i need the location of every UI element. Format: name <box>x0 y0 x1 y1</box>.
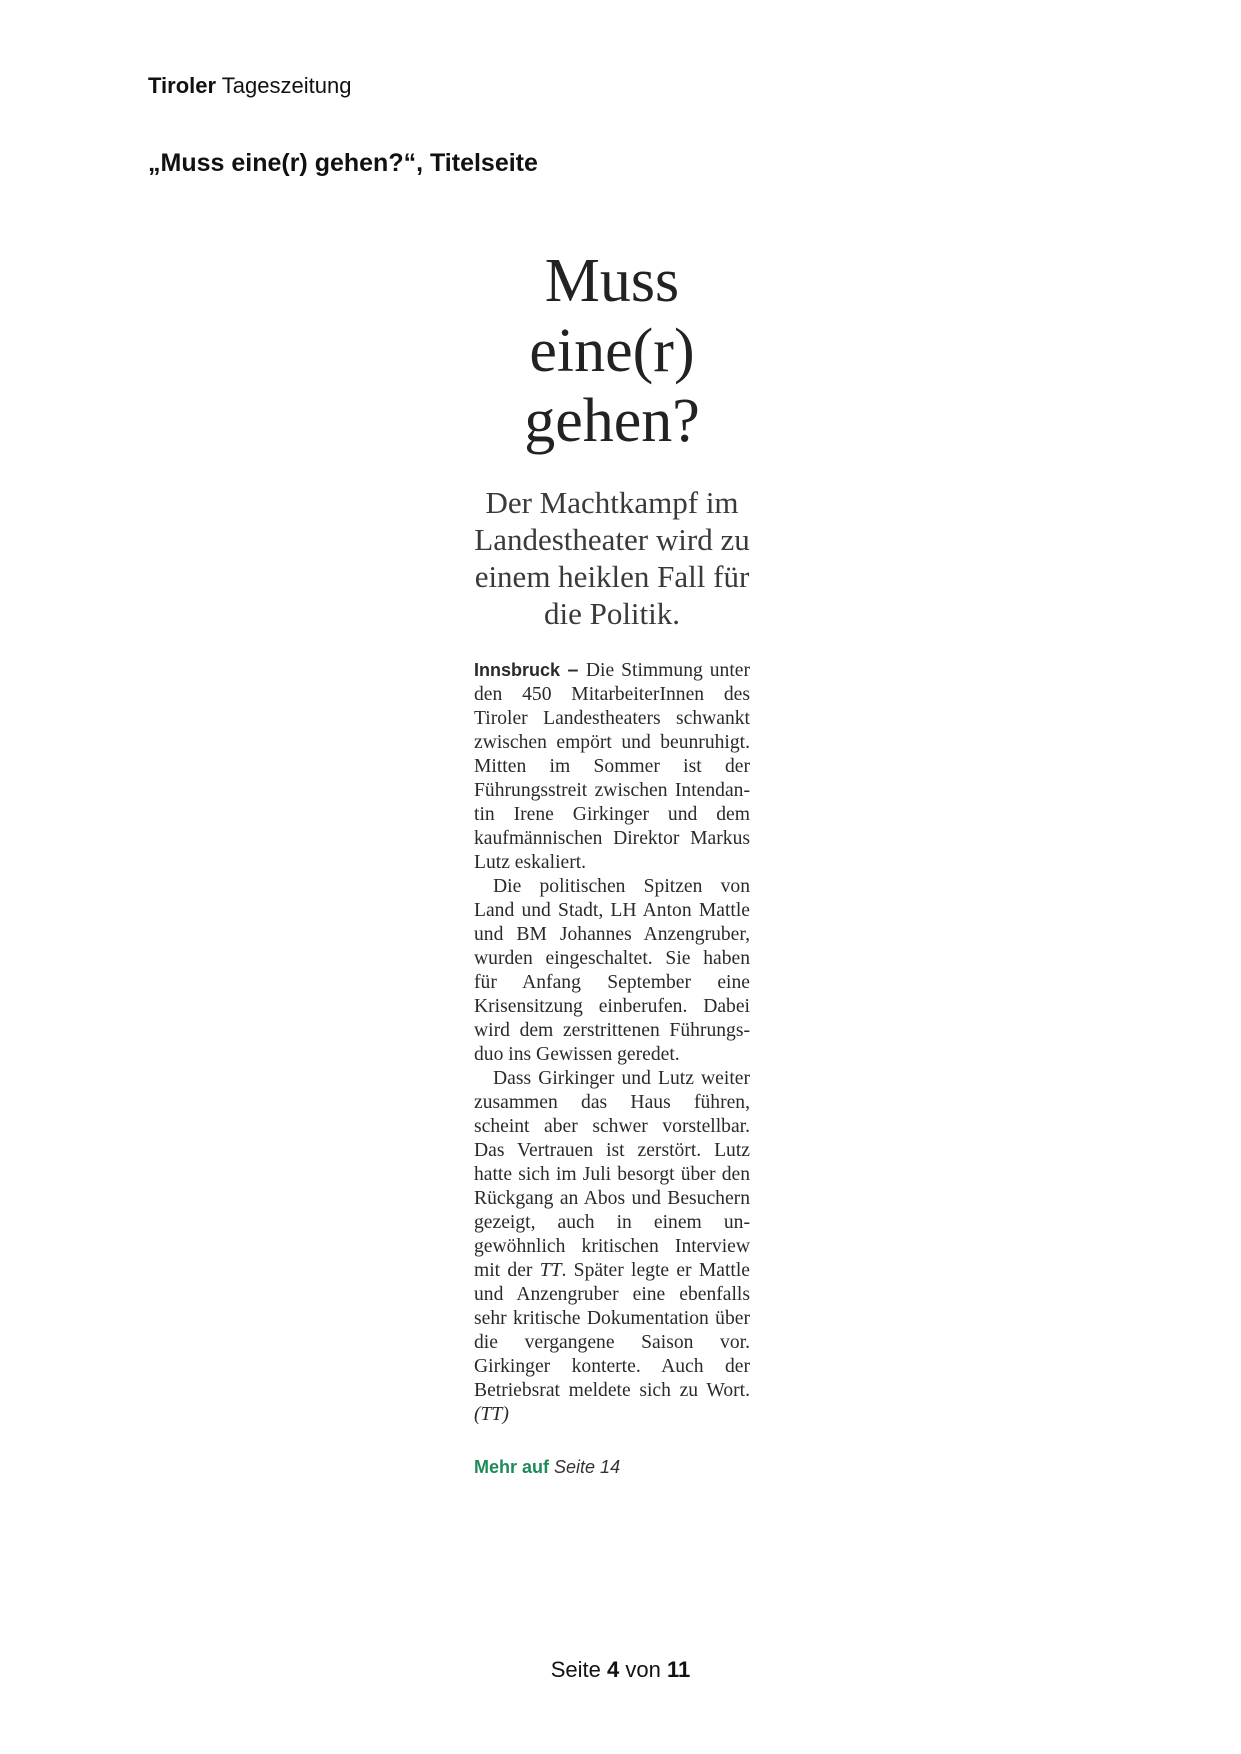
page-footer <box>0 1656 1241 1684</box>
dateline-separator: – <box>560 659 586 681</box>
newspaper-clipping <box>474 246 750 1479</box>
footer-current-page: 4 <box>607 1657 620 1682</box>
article-paragraph-2: Die politischen Spitzen von Land und Stadt, LH Anton Mattle und BM Johannes Anzengruber, wurden eingeschaltet. Sie haben für Anfang September eine Krisensitzung einberufen. Dabei wird dem zerstrittenen Führungsduo ins Gewissen geredet. <box>474 876 750 1065</box>
more-page-number: Seite 14 <box>554 1457 621 1477</box>
document-title: „Muss eine(r) gehen?“, Titelseite <box>148 149 538 177</box>
article-byline: (TT) <box>474 1404 509 1425</box>
article-headline: Muss eine(r) gehen? <box>524 247 700 455</box>
paragraph-3-text-a: Dass Girkinger und Lutz weiter zusammen das Haus führen, scheint aber schwer vorstellbar. Das Vertrauen ist zerstört. Lutz hatte sich im Juli besorgt über den Rückgang an Abos und Besuchern gezeigt, auch in einem ungewöhnlich kritischen Interview mit der <box>474 1068 750 1281</box>
article-subheadline: Der Machtkampf im Landestheater wird zu einem heiklen Fall für die Politik. <box>474 485 750 631</box>
article-paragraph-1 <box>474 658 750 875</box>
publication-name-regular: Tageszeitung <box>221 73 352 98</box>
more-on-page-reference <box>474 1455 750 1479</box>
paragraph-3-text-b: . Später legte er Mattle und Anzengruber eine ebenfalls sehr kritische Dokumentation über die vergangene Saison vor. Girkinger konterte. Auch der Betriebsrat meldete sich zu Wort. <box>474 1260 750 1401</box>
publication-name-bold: Tiroler <box>148 73 217 98</box>
footer-total-pages: 11 <box>667 1657 691 1682</box>
publication-header <box>148 72 351 100</box>
paragraph-3-tt: TT <box>539 1260 562 1281</box>
article-paragraph-3 <box>474 1067 750 1427</box>
article-body <box>474 658 750 1427</box>
article-dateline: Innsbruck <box>474 660 561 680</box>
more-label: Mehr auf <box>474 1457 550 1477</box>
footer-middle: von <box>625 1657 661 1682</box>
paragraph-1-text: Die Stimmung unter den 450 MitarbeiterInnen des Tiroler Landestheaters schwankt zwischen empört und beunruhigt. Mitten im Sommer ist der Führungsstreit zwischen Intendantin Irene Girkinger und dem kaufmännischen Direktor Markus Lutz eskaliert. <box>474 660 750 873</box>
footer-prefix: Seite <box>550 1657 601 1682</box>
